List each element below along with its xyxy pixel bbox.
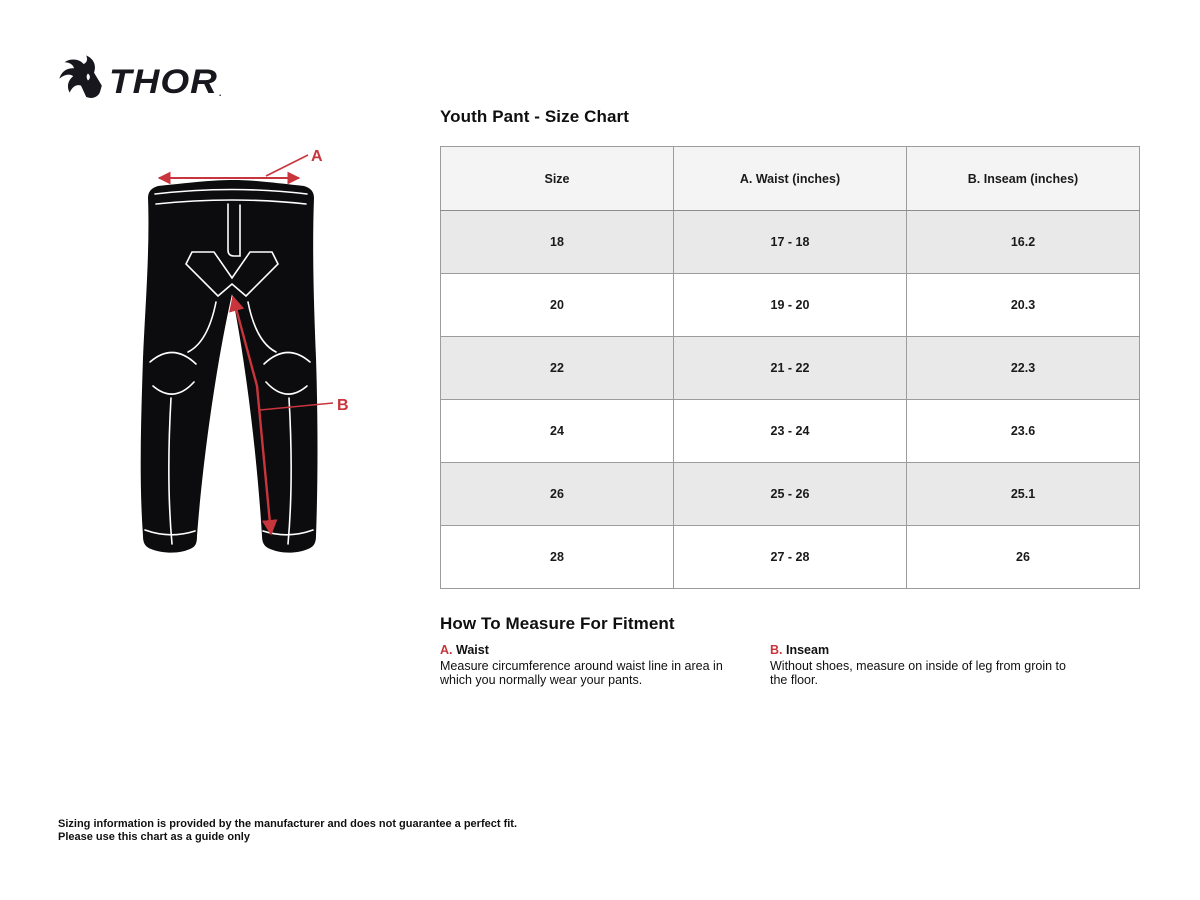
howto-inseam-description: Without shoes, measure on inside of leg from groin to the floor. (770, 659, 1066, 688)
how-to-measure-title: How To Measure For Fitment (440, 614, 675, 633)
table-row (441, 337, 1140, 400)
pants-diagram (128, 138, 372, 562)
waist-label-a: A (311, 148, 323, 165)
size-chart-title: Youth Pant - Size Chart (440, 107, 629, 126)
thor-goat-icon (55, 54, 107, 100)
howto-waist-label (440, 643, 770, 657)
disclaimer-line-1: Sizing information is provided by the manufacturer and does not guarantee a perfect fit. (58, 818, 518, 830)
howto-inseam-label (770, 643, 1100, 657)
thor-logo (55, 54, 221, 100)
size-cell: 28 (441, 526, 674, 589)
size-cell: 26 (441, 463, 674, 526)
column-header-inseam: B. Inseam (inches) (907, 147, 1140, 211)
waist-cell: 25 - 26 (674, 463, 907, 526)
size-cell: 22 (441, 337, 674, 400)
how-to-measure-columns (440, 643, 1140, 688)
inseam-cell: 25.1 (907, 463, 1140, 526)
disclaimer (58, 818, 517, 845)
table-header-row (441, 147, 1140, 211)
size-table (440, 146, 1140, 589)
inseam-label-b: B (337, 397, 349, 414)
size-cell: 24 (441, 400, 674, 463)
label-a-pointer (266, 155, 308, 176)
table-row (441, 400, 1140, 463)
column-header-size: Size (441, 147, 674, 211)
thor-logo-trademark-dot: . (218, 88, 222, 98)
table-row (441, 211, 1140, 274)
size-cell: 18 (441, 211, 674, 274)
howto-waist-item (440, 643, 770, 688)
size-cell: 20 (441, 274, 674, 337)
howto-inseam-name: Inseam (785, 643, 830, 657)
howto-inseam-letter: B. (770, 643, 783, 657)
column-header-waist: A. Waist (inches) (674, 147, 907, 211)
disclaimer-line-2: Please use this chart as a guide only (58, 831, 250, 844)
howto-waist-description: Measure circumference around waist line in area in which you normally wear your pants. (440, 659, 723, 688)
waist-cell: 17 - 18 (674, 211, 907, 274)
how-to-measure-section (440, 614, 1140, 688)
howto-waist-name: Waist (455, 643, 489, 657)
table-row (441, 274, 1140, 337)
howto-inseam-item (770, 643, 1100, 688)
waist-cell: 19 - 20 (674, 274, 907, 337)
waist-cell: 21 - 22 (674, 337, 907, 400)
inseam-cell: 16.2 (907, 211, 1140, 274)
waist-cell: 23 - 24 (674, 400, 907, 463)
table-row (441, 526, 1140, 589)
waist-cell: 27 - 28 (674, 526, 907, 589)
thor-logo-text: THOR (109, 62, 218, 101)
inseam-cell: 22.3 (907, 337, 1140, 400)
inseam-cell: 26 (907, 526, 1140, 589)
inseam-cell: 23.6 (907, 400, 1140, 463)
table-row (441, 463, 1140, 526)
howto-waist-letter: A. (440, 643, 453, 657)
inseam-cell: 20.3 (907, 274, 1140, 337)
